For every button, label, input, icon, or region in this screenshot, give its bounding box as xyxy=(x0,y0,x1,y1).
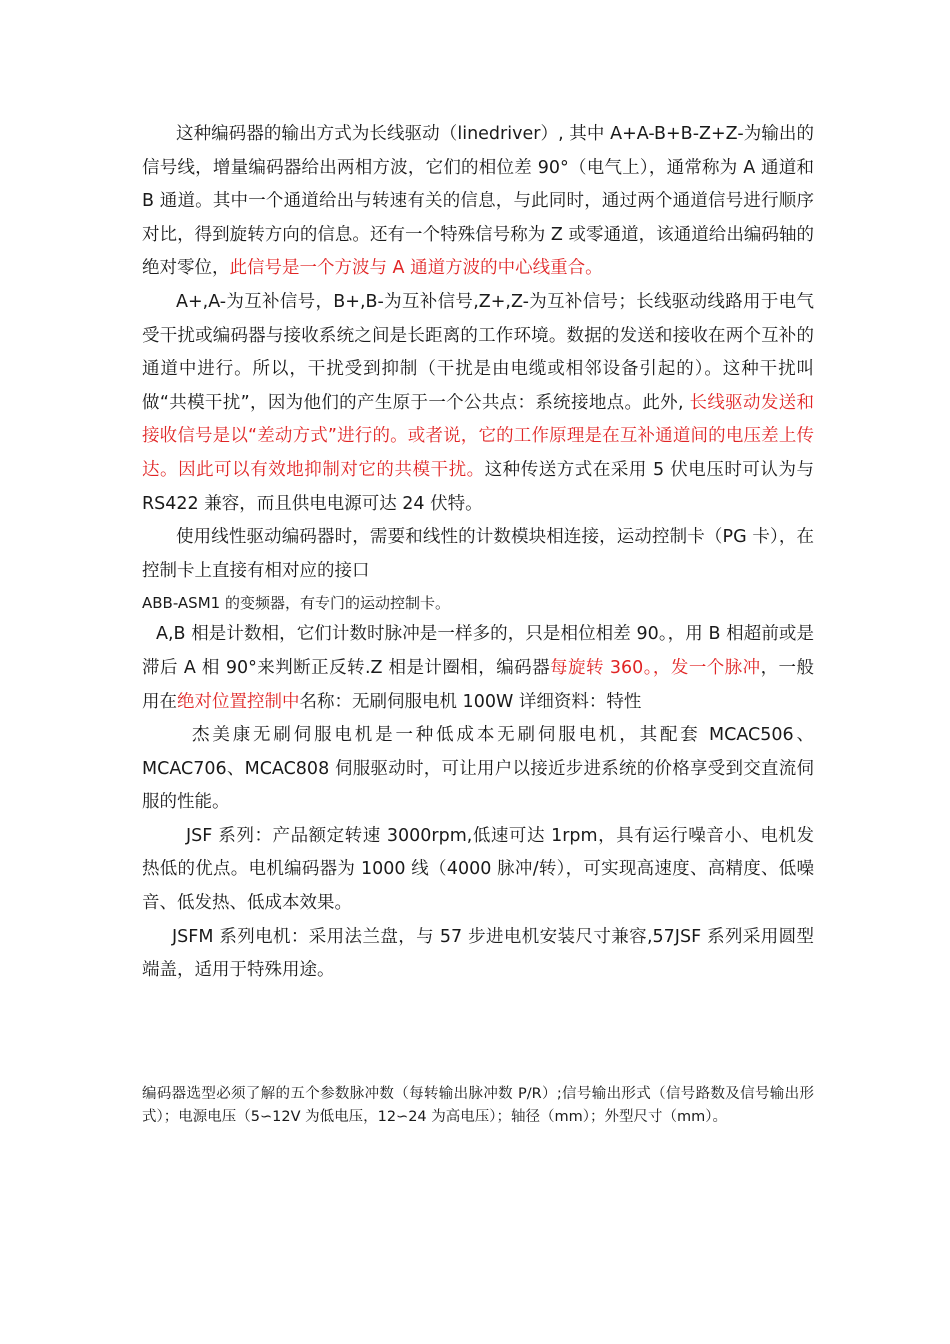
text-span: JSFM 系列电机：采用法兰盘，与 57 步进电机安装尺寸兼容,57JSF 系列采用圆型端盖，适用于特殊用途。 xyxy=(142,926,814,981)
highlighted-text: 每旋转 360。，发一个脉冲 xyxy=(550,657,761,678)
text-span: JSF 系列：产品额定转速 3000rpm,低速可达 1rpm，具有运行噪音小、电机发热低的优点。电机编码器为 1000 线（4000 脉冲/转），可实现高速度、高精度、低噪音、低发热、低成本效果。 xyxy=(142,825,814,914)
text-span: 这种传送方式在采用 5 伏电压时可认为与 RS422 兼容，而且供电电源可达 24 伏特。 xyxy=(142,459,814,514)
text-span: ，一般用在 xyxy=(142,657,815,712)
encoder-selection-note: 编码器选型必须了解的五个参数脉冲数（每转输出脉冲数 P/R）;信号输出形式（信号路数及信号输出形式）；电源电压（5∽12V 为低电压，12∽24 为高电压）；轴径（mm）；外型尺寸（mm）。 xyxy=(142,1086,814,1125)
text-span: 杰美康无刷伺服电机是一种低成本无刷伺服电机，其配套 MCAC506、MCAC706、MCAC808 伺服驱动时，可让用户以接近步进系统的价格享受到交直流伺服的性能。 xyxy=(142,725,814,813)
paragraph-linear-drive-usage xyxy=(142,521,814,588)
text-span: 名称：无刷伺服电机 100W 详细资料：特性 xyxy=(299,691,642,712)
text-span: 这种编码器的输出方式为长线驱动（linedriver）, 其中 A+A-B+B-Z+Z-为输出的信号线，增量编码器给出两相方波，它们的相位差 90°（电气上），通常称为 A 通道和 B 通道。其中一个通道给出与转速有关的信息，与此同时，通过两个通道信号进行顺序对比，得到旋转方向的信息。还有一个特殊信号称为 Z 或零通道，该通道给出编码轴的绝对零位， xyxy=(142,124,814,279)
paragraph-abb-asm1 xyxy=(142,588,814,618)
paragraph-ab-phase xyxy=(142,618,814,719)
paragraph-jmc-servo xyxy=(142,719,814,820)
text-span: A,B 相是计数相，它们计数时脉冲是一样多的，只是相位相差 90。，用 B 相超前或是滞后 A 相 90°来判断正反转.Z 相是计圈相，编码器 xyxy=(142,624,814,678)
paragraph-jsfm-series xyxy=(142,921,814,988)
text-span: 使用线性驱动编码器时，需要和线性的计数模块相连接，运动控制卡（PG 卡），在控制卡上直接有相对应的接口 xyxy=(142,527,814,581)
document-body xyxy=(142,118,814,988)
highlighted-text: 长线驱动发送和接收信号是以“差动方式”进行的。或者说，它的工作原理是在互补通道间的电压差上传达。因此可以有效地抑制对它的共模干扰。 xyxy=(142,392,814,480)
text-span: ABB-ASM1 的变频器，有专门的运动控制卡。 xyxy=(142,594,450,613)
paragraph-line-driver xyxy=(142,118,814,286)
paragraph-complementary-signals xyxy=(142,286,814,521)
highlighted-text: 此信号是一个方波与 A 通道方波的中心线重合。 xyxy=(229,258,603,279)
highlighted-text: 绝对位置控制中 xyxy=(177,691,300,712)
paragraph-jsf-series xyxy=(142,820,814,921)
text-span: A+,A-为互补信号，B+,B-为互补信号,Z+,Z-为互补信号；长线驱动线路用于电气受干扰或编码器与接收系统之间是长距离的工作环境。数据的发送和接收在两个互补的通道中进行。所以，干扰受到抑制（干扰是由电缆或相邻设备引起的）。这种干扰叫做“共模干扰”，因为他们的产生原于一个公共点：系统接地点。此外, xyxy=(142,291,814,413)
